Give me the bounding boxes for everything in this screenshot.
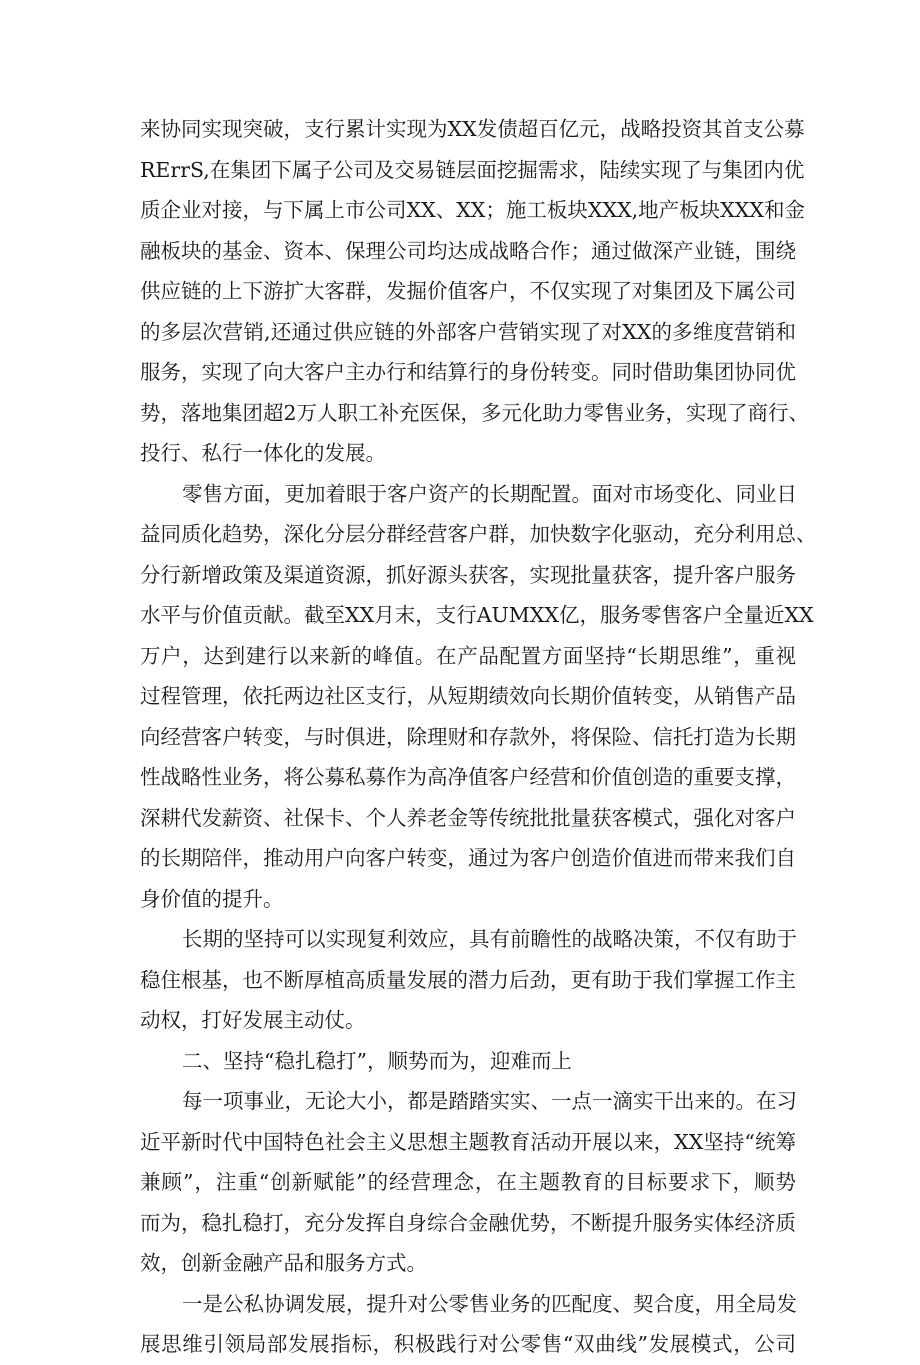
text-line: 展思维引领局部发展指标，积极践行对公零售“双曲线”发展模式，公司 bbox=[140, 1332, 796, 1356]
text-line: 来协同实现突破，支行累计实现为XX发债超百亿元，战略投资其首支公募 bbox=[140, 117, 805, 141]
text-line: 近平新时代中国特色社会主义思想主题教育活动开展以来，XX坚持“统筹 bbox=[140, 1129, 796, 1154]
text-line: 二、坚持“稳扎稳打”，顺势而为，迎难而上 bbox=[182, 1048, 572, 1073]
text-line: 的长期陪伴，推动用户向客户转变，通过为客户创造价值进而带来我们自 bbox=[140, 846, 796, 870]
text-line: 水平与价值贡献。截至XX月末，支行AUMXX亿，服务零售客户全量近XX bbox=[140, 603, 814, 627]
text-line: 服务，实现了向大客户主办行和结算行的身份转变。同时借助集团协同优 bbox=[140, 360, 796, 384]
text-line: 身价值的提升。 bbox=[140, 886, 284, 911]
text-line: 效，创新金融产品和服务方式。 bbox=[140, 1251, 427, 1275]
text-line: 投行、私行一体化的发展。 bbox=[140, 441, 386, 465]
text-line: 势，落地集团超2万人职工补充医保，多元化助力零售业务，实现了商行、 bbox=[140, 400, 810, 425]
text-line: 长期的坚持可以实现复利效应，具有前瞻性的战略决策，不仅有助于 bbox=[182, 927, 797, 951]
text-line: 稳住根基，也不断厚植高质量发展的潜力后劲，更有助于我们掌握工作主 bbox=[140, 967, 796, 992]
text-line: 零售方面，更加着眼于客户资产的长期配置。面对市场变化、同业日 bbox=[182, 481, 797, 506]
text-line: 一是公私协调发展，提升对公零售业务的匹配度、契合度，用全局发 bbox=[182, 1291, 797, 1316]
text-line: 质企业对接，与下属上市公司XX、XX；施工板块XXX,地产板块XXX和金 bbox=[140, 198, 805, 222]
document-body bbox=[140, 109, 817, 1365]
text-line: 供应链的上下游扩大客群，发掘价值客户，不仅实现了对集团及下属公司 bbox=[140, 279, 796, 303]
text-line: 每一项事业，无论大小，都是踏踏实实、一点一滴实干出来的。在习 bbox=[182, 1089, 797, 1113]
text-line: 动权，打好发展主动仗。 bbox=[140, 1008, 366, 1032]
text-line: RErrS,在集团下属子公司及交易链层面挖掘需求，陆续实现了与集团内优 bbox=[140, 157, 805, 182]
text-line: 的多层次营销,还通过供应链的外部客户营销实现了对XX的多维度营销和 bbox=[140, 319, 796, 344]
text-line: 兼顾”，注重“创新赋能”的经营理念，在主题教育的目标要求下，顺势 bbox=[140, 1170, 796, 1194]
text-line: 万户，达到建行以来新的峰值。在产品配置方面坚持“长期思维”，重视 bbox=[140, 643, 796, 668]
text-line: 而为，稳扎稳打，充分发挥自身综合金融优势，不断提升服务实体经济质 bbox=[140, 1210, 796, 1235]
text-line: 性战略性业务，将公募私募作为高净值客户经营和价值创造的重要支撑， bbox=[140, 765, 796, 789]
text-line: 益同质化趋势，深化分层分群经营客户群，加快数字化驱动，充分利用总、 bbox=[140, 522, 817, 546]
text-line: 过程管理，依托两边社区支行，从短期绩效向长期价值转变，从销售产品 bbox=[140, 684, 796, 708]
text-line: 深耕代发薪资、社保卡、个人养老金等传统批批量获客模式，强化对客户 bbox=[140, 805, 796, 830]
text-line: 向经营客户转变，与时俱进，除理财和存款外，将保险、信托打造为长期 bbox=[140, 724, 796, 749]
text-line: 分行新增政策及渠道资源，抓好源头获客，实现批量获客，提升客户服务 bbox=[140, 562, 796, 587]
text-line: 融板块的基金、资本、保理公司均达成战略合作；通过做深产业链，围绕 bbox=[140, 238, 796, 263]
